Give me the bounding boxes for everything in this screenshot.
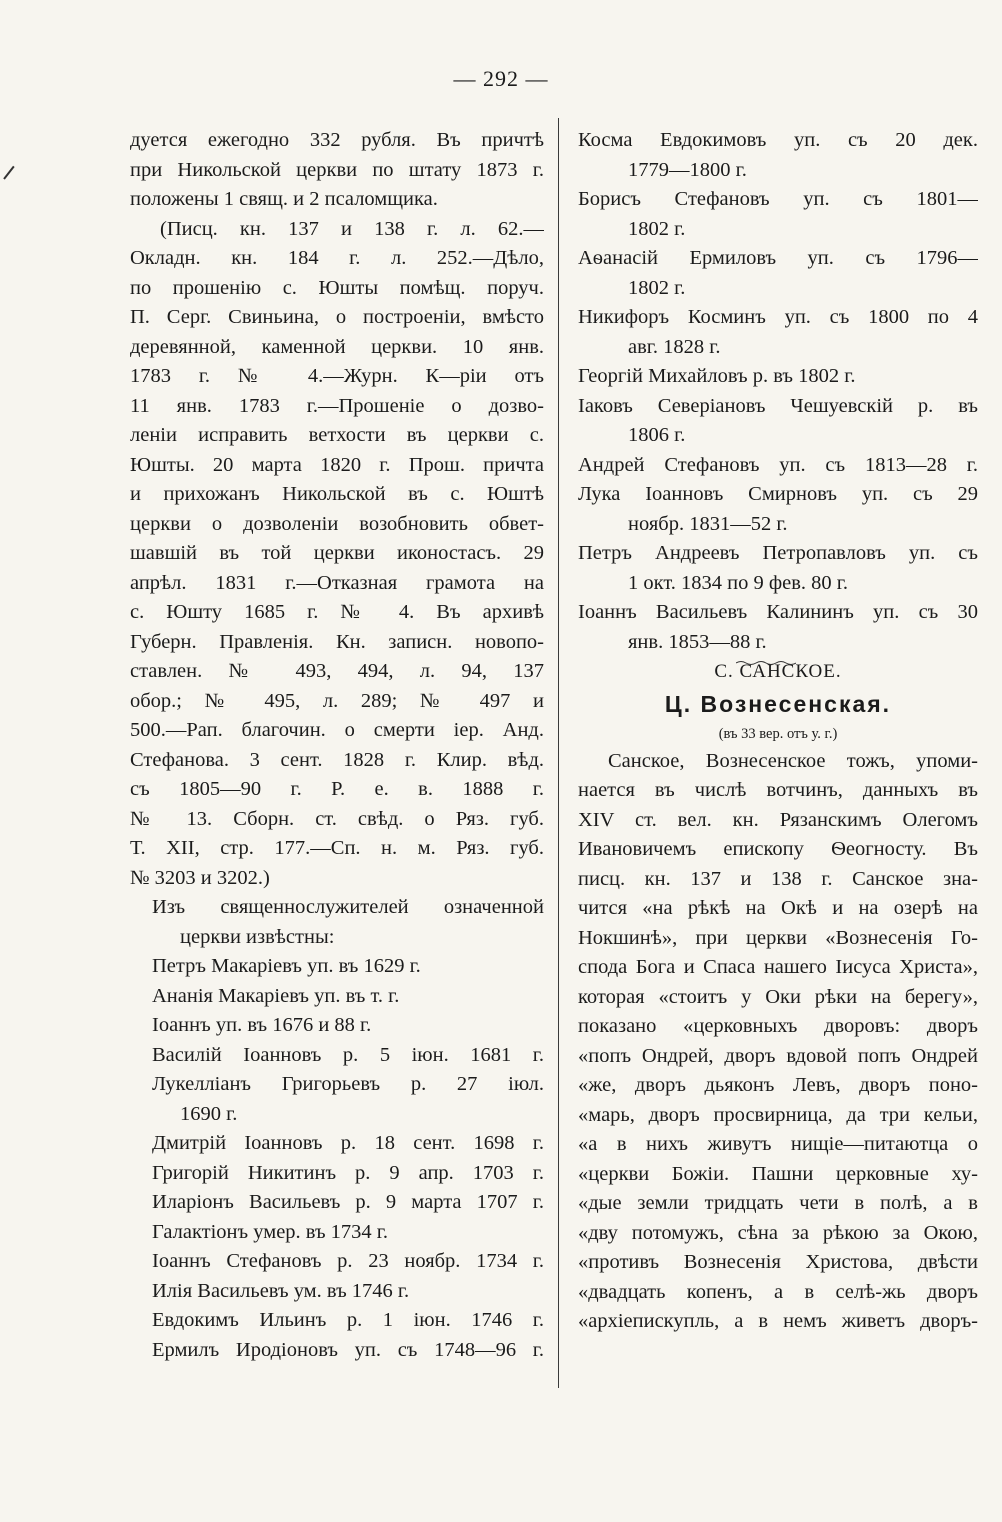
right-column-line: XIV ст. вел. кн. Рязанскимъ Олегомъ: [578, 808, 978, 831]
right-column-line: Косма Евдокимовъ уп. съ 20 дек.: [578, 129, 978, 151]
left-column-line: деревянной, каменной церкви. 10 янв.: [130, 335, 544, 358]
left-column-line: апрѣл. 1831 г.—Отказная грамота на: [130, 571, 544, 594]
right-column-line: Георгій Михайловъ р. въ 1802 г.: [578, 365, 856, 387]
left-column-line: № 13. Сборн. ст. свѣд. о Ряз. губ.: [130, 807, 544, 830]
right-column-line: Ц. Вознесенская.: [664, 690, 892, 717]
left-column-line: положены 1 свящ. и 2 псаломщика.: [130, 188, 438, 210]
left-column-line: леніи исправить ветхости въ церкви с.: [130, 424, 544, 446]
left-column-line: П. Серг. Свиньина, о построеніи, вмѣсто: [130, 306, 544, 328]
right-column-line: 1779—1800 г.: [628, 158, 747, 181]
left-column-line: Іоаннъ уп. въ 1676 и 88 г.: [152, 1014, 372, 1036]
left-column-line: Ермилъ Иродіоновъ уп. съ 1748—96 г.: [152, 1338, 544, 1361]
left-column-line: Губерн. Правленія. Кн. записн. новопо-: [130, 630, 544, 653]
left-column-line: съ 1805—90 г. Р. е. в. 1888 г.: [130, 778, 544, 800]
right-column-line: Іоаннъ Васильевъ Калининъ уп. съ 30: [578, 601, 978, 623]
left-column-line: Изъ священнослужителей означенной: [152, 896, 544, 918]
left-column-line: Галактіонъ умер. въ 1734 г.: [152, 1220, 389, 1243]
right-column-line: нается въ числѣ вотчинъ, данныхъ въ: [578, 779, 978, 801]
right-column-line: 1806 г.: [628, 424, 686, 446]
left-column-line: с. Юшту 1685 г. № 4. Въ архивѣ: [130, 601, 544, 623]
right-column-line: «дые земли тридцать чети в полѣ, а в: [578, 1192, 978, 1214]
right-column-line: С. САНСКОЕ.: [714, 661, 842, 682]
wavy-underline: [736, 660, 796, 666]
right-column-line: янв. 1853—88 г.: [628, 630, 767, 653]
left-column-line: Василій Іоанновъ р. 5 іюн. 1681 г.: [152, 1043, 544, 1066]
right-column-line: 1 окт. 1834 по 9 фев. 80 г.: [628, 571, 848, 594]
left-column-line: Лукелліанъ Григорьевъ р. 27 іюл.: [152, 1073, 544, 1095]
column-divider: [558, 118, 559, 1388]
right-column-line: писц. кн. 137 и 138 г. Санское зна-: [578, 867, 978, 890]
left-column-line: 1783 г. № 4.—Журн. К—ріи отъ: [130, 365, 544, 387]
right-column-line: Аѳанасій Ермиловъ уп. съ 1796—: [578, 247, 978, 269]
left-column-line: Юшты. 20 марта 1820 г. Прош. причта: [130, 453, 544, 476]
left-column-line: 500.—Рап. благочин. о смерти іер. Анд.: [130, 719, 544, 741]
right-column-line: Петръ Андреевъ Петропавловъ уп. съ: [578, 542, 978, 564]
left-column-line: 11 янв. 1783 г.—Прошеніе о дозво-: [130, 394, 544, 417]
right-column-line: «же, дворъ дьяконъ Левъ, дворъ поно-: [578, 1074, 978, 1096]
right-column-line: Никифоръ Косминъ уп. съ 1800 по 4: [578, 306, 978, 328]
left-column-line: церкви извѣстны:: [180, 925, 335, 948]
right-column-line: Борисъ Стефановъ уп. съ 1801—: [578, 188, 978, 210]
right-column-line: Ивановичемъ епископу Ѳеогносту. Въ: [578, 838, 978, 860]
left-column-line: обор.; № 495, л. 289; № 497 и: [130, 689, 544, 712]
left-column-line: Илія Васильевъ ум. въ 1746 г.: [152, 1279, 410, 1302]
left-column-line: дуется ежегодно 332 рубля. Въ причтѣ: [130, 129, 544, 151]
left-column-line: Григорій Никитинъ р. 9 апр. 1703 г.: [152, 1161, 544, 1184]
left-column-line: Іоаннъ Стефановъ р. 23 ноябр. 1734 г.: [152, 1250, 544, 1272]
left-column-line: Петръ Макаріевъ уп. въ 1629 г.: [152, 955, 421, 977]
right-column-line: которая «стоитъ у Оки рѣки на берегу»,: [578, 985, 978, 1008]
right-column-line: Санское, Вознесенское тожъ, упоми-: [608, 749, 978, 772]
right-column-line: Іаковъ Северіановъ Чешуевскій р. въ: [578, 394, 978, 417]
right-column-line: «дву потомужъ, сѣна за рѣкою за Окою,: [578, 1221, 978, 1244]
left-column: [130, 126, 544, 1365]
left-column-line: Ананія Макаріевъ уп. въ т. г.: [152, 984, 400, 1007]
right-column-line: Лука Іоанновъ Смирновъ уп. съ 29: [578, 483, 978, 505]
left-column-line: № 3203 и 3202.): [130, 866, 270, 889]
left-column-line: Стефанова. 3 сент. 1828 г. Клир. вѣд.: [130, 748, 544, 771]
left-column-line: Окладн. кн. 184 г. л. 252.—Дѣло,: [130, 247, 544, 269]
left-column-line: (Писц. кн. 137 и 138 г. л. 62.—: [160, 217, 544, 240]
left-column-line: шавшій въ той церкви иконостасъ. 29: [130, 542, 544, 564]
left-column-line: и прихожанъ Никольской въ с. Юштѣ: [130, 483, 544, 505]
right-column-line: Андрей Стефановъ уп. съ 1813—28 г.: [578, 453, 978, 476]
left-column-line: Дмитрій Іоанновъ р. 18 сент. 1698 г.: [152, 1132, 544, 1154]
page-number: — 292 —: [453, 66, 549, 91]
right-column-line: Нокшинѣ», при церкви «Вознесенія Го-: [578, 926, 978, 949]
left-column-line: Т. XII, стр. 177.—Сп. н. м. Ряз. губ.: [130, 837, 544, 859]
margin-mark: [3, 166, 14, 180]
left-column-line: церкви о дозволеніи возобновить обвет-: [130, 512, 544, 535]
right-column-line: «церкви Божіи. Пашни церковные ху-: [578, 1162, 978, 1185]
right-column-line: показано «церковныхъ дворовъ: дворъ: [578, 1015, 978, 1037]
right-column-line: 1802 г.: [628, 217, 686, 240]
right-column-line: спода Бога и Спаса нашего Іисуса Христа»,: [578, 956, 978, 978]
right-column-line: «двадцать копенъ, а в селѣ-жь дворъ: [578, 1280, 978, 1303]
right-column-line: «а в нихъ живутъ нищіе—питаютца о: [578, 1133, 978, 1155]
right-column-line: чится «на рѣкѣ на Окѣ и на озерѣ на: [578, 897, 978, 919]
right-column-line: «попъ Ондрей, дворъ вдовой попъ Ондрей: [578, 1044, 978, 1067]
left-column-line: Иларіонъ Васильевъ р. 9 марта 1707 г.: [152, 1191, 544, 1213]
right-column-line: 1802 г.: [628, 276, 686, 299]
right-column-line: «марь, дворъ просвирница, да три кельи,: [578, 1103, 978, 1126]
left-column-line: ставлен. № 493, 494, л. 94, 137: [130, 660, 544, 682]
left-column-line: при Никольской церкви по штату 1873 г.: [130, 158, 544, 181]
right-column-line: «противъ Вознесенія Христова, двѣсти: [578, 1251, 978, 1273]
right-column-line: «архіепискупль, а в немъ живетъ дворъ-: [578, 1310, 978, 1332]
left-column-line: по прошенію с. Юшты помѣщ. поруч.: [130, 276, 544, 299]
right-column-line: (въ 33 вер. отъ у. г.): [718, 725, 838, 742]
right-column-line: авг. 1828 г.: [628, 335, 721, 358]
left-column-line: 1690 г.: [180, 1102, 238, 1125]
right-column: [578, 126, 978, 1337]
right-column-line: ноябр. 1831—52 г.: [628, 512, 788, 535]
left-column-line: Евдокимъ Ильинъ р. 1 іюн. 1746 г.: [152, 1309, 544, 1331]
